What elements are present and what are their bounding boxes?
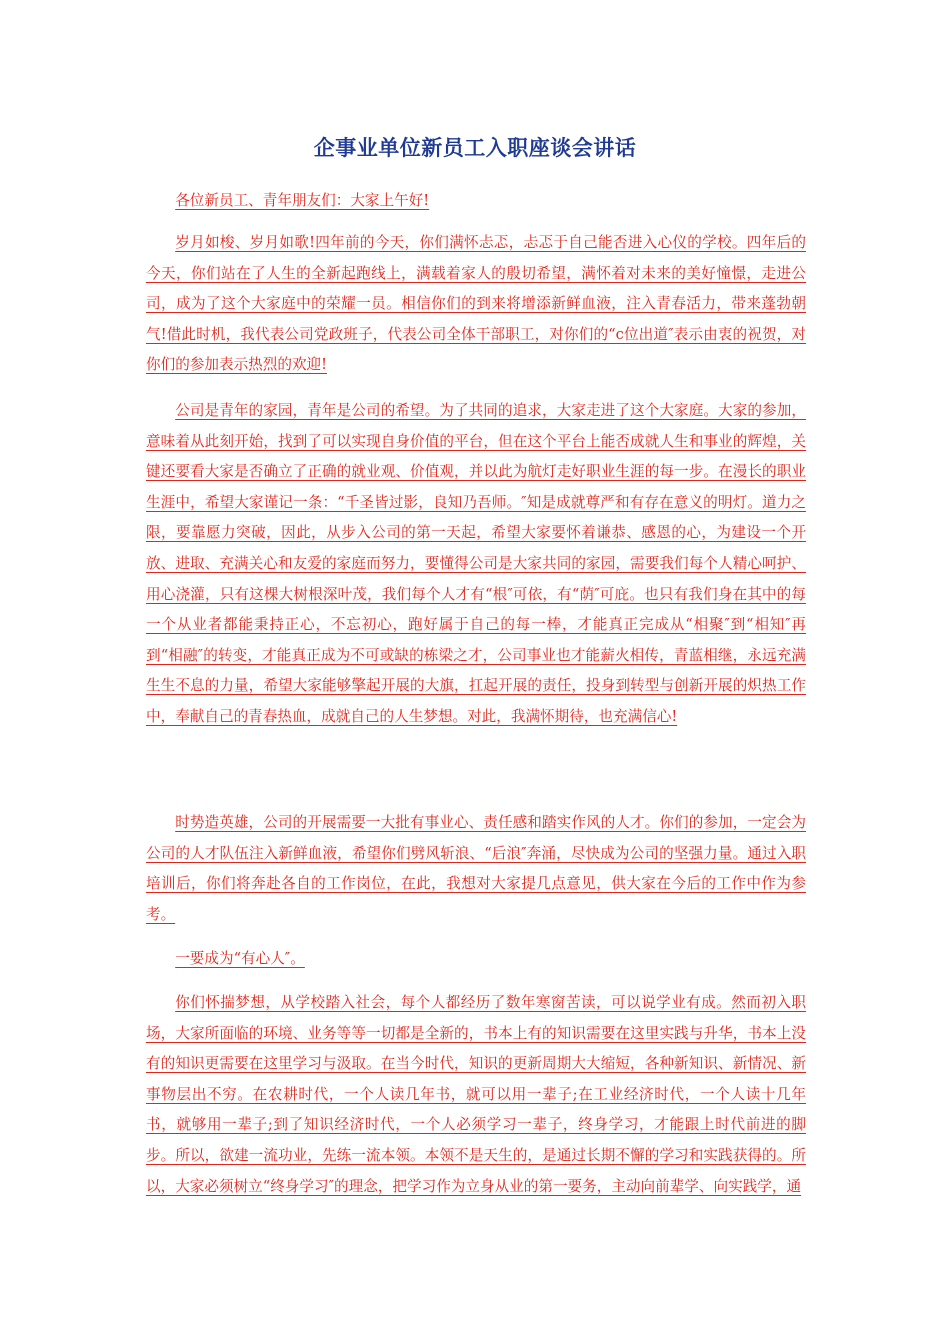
- greeting-text: 各位新员工、青年朋友们：大家上午好!: [175, 192, 430, 209]
- greeting-paragraph: [146, 186, 806, 217]
- paragraph-3: [146, 808, 806, 930]
- paragraph-2-text: 公司是青年的家园，青年是公司的希望。为了共同的追求，大家走进了这个大家庭。大家的参加，意味着从此刻开始，找到了可以实现自身价值的平台，但在这个平台上能否成就人生和事业的辉煌，关键还要看大家是否确立了正确的就业观、价值观，并以此为航灯走好职业生涯的每一步。在漫长的职业生涯中，希望大家谨记一条：“千圣皆过影，良知乃吾师。″知是成就尊严和有存在意义的明灯。道力之限，要靠愿力突破，因此，从步入公司的第一天起，希望大家要怀着谦恭、感恩的心，为建设一个开放、进取、充满关心和友爱的家庭而努力，要懂得公司是大家共同的家园，需要我们每个人精心呵护、用心浇灌，只有这棵大树根深叶茂，我们每个人才有“根″可依，有“荫″可庇。也只有我们身在其中的每一个从业者都能秉持正心，不忘初心，跑好属于自己的每一棒，才能真正完成从“相聚″到“相知″再到“相融″的转变，才能真正成为不可或缺的栋梁之才，公司事业也才能薪火相传，青蓝相继，永远充满生生不息的力量，希望大家能够擎起开展的大旗，扛起开展的责任，投身到转型与创新开展的炽热工作中，奉献自己的青春热血，成就自己的人生梦想。对此，我满怀期待，也充满信心!: [146, 402, 806, 725]
- paragraph-1: [146, 228, 806, 381]
- paragraph-1-text: 岁月如梭、岁月如歌!四年前的今天，你们满怀忐忑，忐忑于自己能否进入心仪的学校。四年后的今天，你们站在了人生的全新起跑线上，满载着家人的殷切希望，满怀着对未来的美好憧憬，走进公司，成为了这个大家庭中的荣耀一员。相信你们的到来将增添新鲜血液，注入青春活力，带来蓬勃朝气!借此时机，我代表公司党政班子，代表公司全体干部职工，对你们的“c位出道″表示由衷的祝贺，对你们的参加表示热烈的欢迎!: [146, 234, 806, 374]
- paragraph-3-text: 时势造英雄，公司的开展需要一大批有事业心、责任感和踏实作风的人才。你们的参加，一定会为公司的人才队伍注入新鲜血液，希望你们劈风斩浪、“后浪″奔涌，尽快成为公司的坚强力量。通过入职培训后，你们将奔赴各自的工作岗位，在此，我想对大家提几点意见，供大家在今后的工作中作为参考。: [146, 814, 806, 923]
- document-title: 企事业单位新员工入职座谈会讲话: [313, 136, 637, 160]
- section-heading-1-text: 一要成为“有心人″。: [175, 950, 305, 967]
- section-heading-1: [146, 944, 806, 975]
- paragraph-2: [146, 396, 806, 733]
- paragraph-4-text: 你们怀揣梦想，从学校踏入社会，每个人都经历了数年寒窗苦读，可以说学业有成。然而初入职场，大家所面临的环境、业务等等一切都是全新的，书本上有的知识需要在这里实践与升华，书本上没有的知识更需要在这里学习与汲取。在当今时代，知识的更新周期大大缩短，各种新知识、新情况、新事物层出不穷。在农耕时代，一个人读几年书，就可以用一辈子;在工业经济时代，一个人读十几年书，就够用一辈子;到了知识经济时代，一个人必须学习一辈子，终身学习，才能跟上时代前进的脚步。所以，欲建一流功业，先练一流本领。本领不是天生的，是通过长期不懈的学习和实践获得的。所以，大家必须树立“终身学习″的理念，把学习作为立身从业的第一要务，主动向前辈学、向实践学，通: [146, 994, 806, 1195]
- paragraph-4: [146, 988, 806, 1202]
